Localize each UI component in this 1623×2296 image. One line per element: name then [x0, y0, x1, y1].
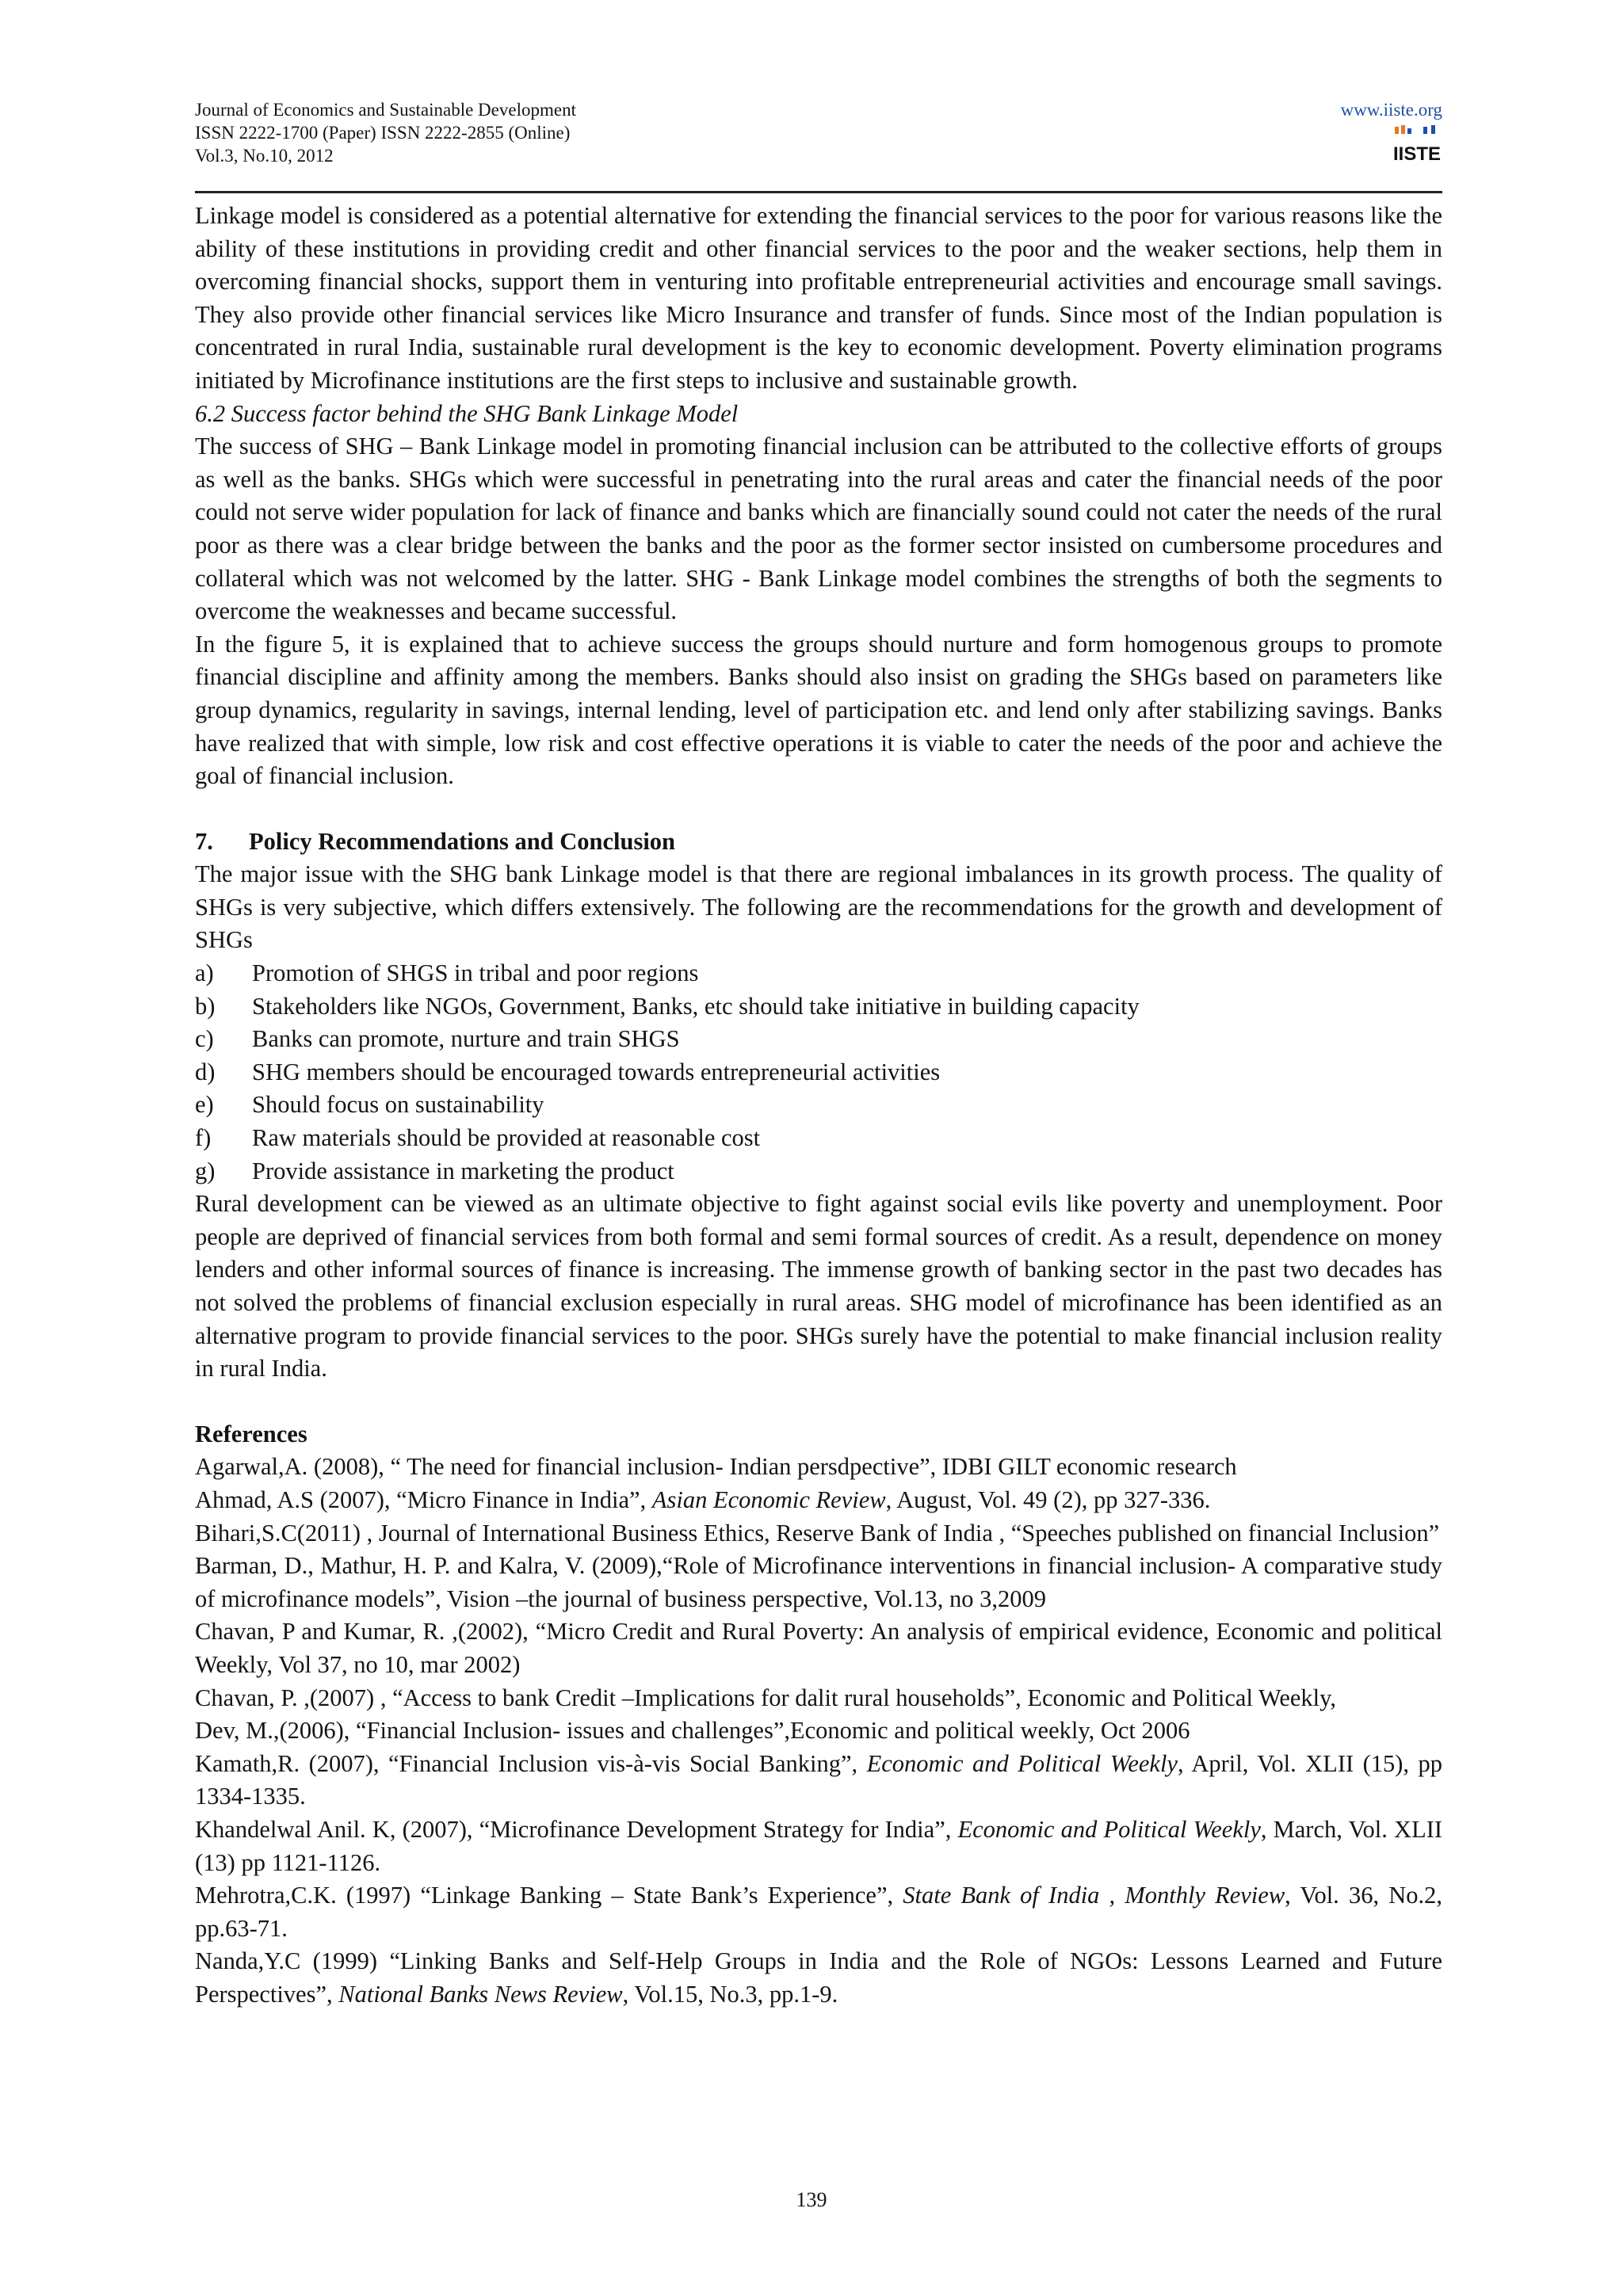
reference-item: Khandelwal Anil. K, (2007), “Microfinance Development Strategy for India”, Economic and Political Weekly, March, Vol. XLII (13) pp 1121-1126.	[195, 1815, 1443, 1876]
list-item	[195, 1122, 1442, 1155]
section-title: Policy Recommendations and Conclusion	[249, 827, 676, 855]
reference-item: Chavan, P and Kumar, R. ,(2002), “Micro Credit and Rural Poverty: An analysis of empirical evidence, Economic and political Weekly, Vol 37, no 10, mar 2002)	[195, 1618, 1442, 1678]
reference-item: Mehrotra,C.K. (1997) “Linkage Banking – State Bank’s Experience”, State Bank of India , Monthly Review, Vol. 36, No.2, pp.63-71.	[195, 1882, 1442, 1942]
list-item-text: Stakeholders like NGOs, Government, Banks, etc should take initiative in building capacity	[252, 992, 1140, 1020]
subsection-paragraph-2: In the figure 5, it is explained that to achieve success the groups should nurture and form homogenous groups to promote financial discipline and affinity among the members. Banks should also insist on grading the SHGs based on parameters like group dynamics, regularity in savings, internal lending, level of participation etc. and lend only after stabilizing savings. Banks have realized that with simple, low risk and cost effective operations it is viable to cater the needs of the poor and achieve the goal of financial inclusion.	[195, 630, 1442, 790]
reference-item: Bihari,S.C(2011) , Journal of International Business Ethics, Reserve Bank of India , “Speeches published on financial Inclusion”	[195, 1519, 1440, 1547]
page-number: 139	[796, 2188, 827, 2211]
references-heading: References	[195, 1420, 307, 1447]
list-item-text: SHG members should be encouraged towards entrepreneurial activities	[252, 1058, 941, 1085]
intro-paragraph: Linkage model is considered as a potential alternative for extending the financial services to the poor for various reasons like the ability of these institutions in providing credit and other financial services to the poor and the weaker sections, help them in overcoming financial shocks, support them in venturing into profitable entrepreneurial activities and encourage small savings. They also provide other financial services like Micro Insurance and transfer of funds. Since most of the Indian population is concentrated in rural India, sustainable rural development is the key to economic development. Poverty elimination programs initiated by Microfinance institutions are the first steps to inclusive and sustainable growth.	[195, 202, 1442, 394]
reference-item: Chavan, P. ,(2007) , “Access to bank Credit –Implications for dalit rural households”, Economic and Political Weekly,	[195, 1684, 1337, 1711]
subsection-paragraph-1: The success of SHG – Bank Linkage model in promoting financial inclusion can be attributed to the collective efforts of groups as well as the banks. SHGs which were successful in penetrating into the rural areas and cater the financial needs of the poor could not serve wider population for lack of finance and banks which are financially sound could not cater the needs of the rural poor as there was a clear bridge between the banks and the poor as the former sector insisted on cumbersome procedures and collateral which was not welcomed by the latter. SHG - Bank Linkage model combines the strengths of both the segments to overcome the weaknesses and became successful.	[195, 433, 1442, 625]
journal-issn: ISSN 2222-1700 (Paper) ISSN 2222-2855 (Online)	[195, 123, 571, 143]
list-marker: d)	[195, 1058, 216, 1085]
list-marker: g)	[195, 1157, 216, 1184]
reference-item: Ahmad, A.S (2007), “Micro Finance in India”, Asian Economic Review, August, Vol. 49 (2), pp 327-336.	[195, 1486, 1211, 1513]
journal-header	[195, 98, 1442, 167]
list-item	[195, 957, 1442, 990]
logo-text: IISTE	[1392, 143, 1442, 163]
subsection-title: 6.2 Success factor behind the SHG Bank Linkage Model	[195, 399, 739, 427]
header-rule	[195, 191, 1442, 193]
reference-item: Agarwal,A. (2008), “ The need for financial inclusion- Indian persdpective”, IDBI GILT economic research	[195, 1453, 1237, 1481]
list-item-text: Provide assistance in marketing the product	[252, 1157, 674, 1184]
reference-item: Kamath,R. (2007), “Financial Inclusion vis-à-vis Social Banking”, Economic and Political Weekly, April, Vol. XLII (15), pp 1334-1335.	[195, 1749, 1442, 1810]
list-marker: f)	[195, 1124, 212, 1152]
article-body	[195, 200, 1442, 2011]
list-item	[195, 1155, 1442, 1188]
section-intro: The major issue with the SHG bank Linkage model is that there are regional imbalances in its growth process. The quality of SHGs is very subjective, which differs extensively. The following are the recommendations for the growth and development of SHGs	[195, 860, 1442, 954]
list-item-text: Raw materials should be provided at reasonable cost	[252, 1124, 761, 1152]
recommendations-list	[195, 957, 1442, 1188]
conclusion-paragraph: Rural development can be viewed as an ultimate objective to fight against social evils like poverty and unemployment. Poor people are deprived of financial services from both formal and semi formal sources of credit. As a result, dependence on money lenders and other informal sources of finance is increasing. The immense growth of banking sector in the past two decades has not solved the problems of financial exclusion especially in rural areas. SHG model of microfinance has been identified as an alternative program to provide financial services to the poor. SHGs surely have the potential to make financial inclusion reality in rural India.	[195, 1190, 1442, 1383]
journal-url[interactable]: www.iiste.org	[1340, 100, 1442, 120]
reference-item: Dev, M.,(2006), “Financial Inclusion- issues and challenges”,Economic and political weekly, Oct 2006	[195, 1717, 1190, 1745]
journal-volume: Vol.3, No.10, 2012	[195, 146, 334, 166]
list-item-text: Promotion of SHGS in tribal and poor regions	[252, 959, 699, 987]
reference-item: Nanda,Y.C (1999) “Linking Banks and Self-Help Groups in India and the Role of NGOs: Lessons Learned and Future Perspectives”, National Banks News Review, Vol.15, No.3, pp.1-9.	[195, 1947, 1442, 2008]
list-item	[195, 1056, 1442, 1089]
list-item-text: Banks can promote, nurture and train SHGS	[252, 1025, 680, 1053]
section-heading	[195, 826, 1442, 859]
list-item	[195, 990, 1442, 1024]
list-marker: e)	[195, 1091, 214, 1119]
list-item	[195, 1089, 1442, 1122]
list-marker: c)	[195, 1025, 214, 1053]
journal-title: Journal of Economics and Sustainable Development	[195, 100, 576, 120]
section-number: 7.	[195, 827, 213, 855]
iiste-logo	[1392, 125, 1442, 163]
list-item	[195, 1023, 1442, 1056]
list-marker: a)	[195, 959, 214, 987]
list-item-text: Should focus on sustainability	[252, 1091, 544, 1119]
list-marker: b)	[195, 992, 216, 1020]
reference-item: Barman, D., Mathur, H. P. and Kalra, V. (2009),“Role of Microfinance interventions in financial inclusion- A comparative study of microfinance models”, Vision –the journal of business perspective, Vol.13, no 3,2009	[195, 1552, 1442, 1612]
